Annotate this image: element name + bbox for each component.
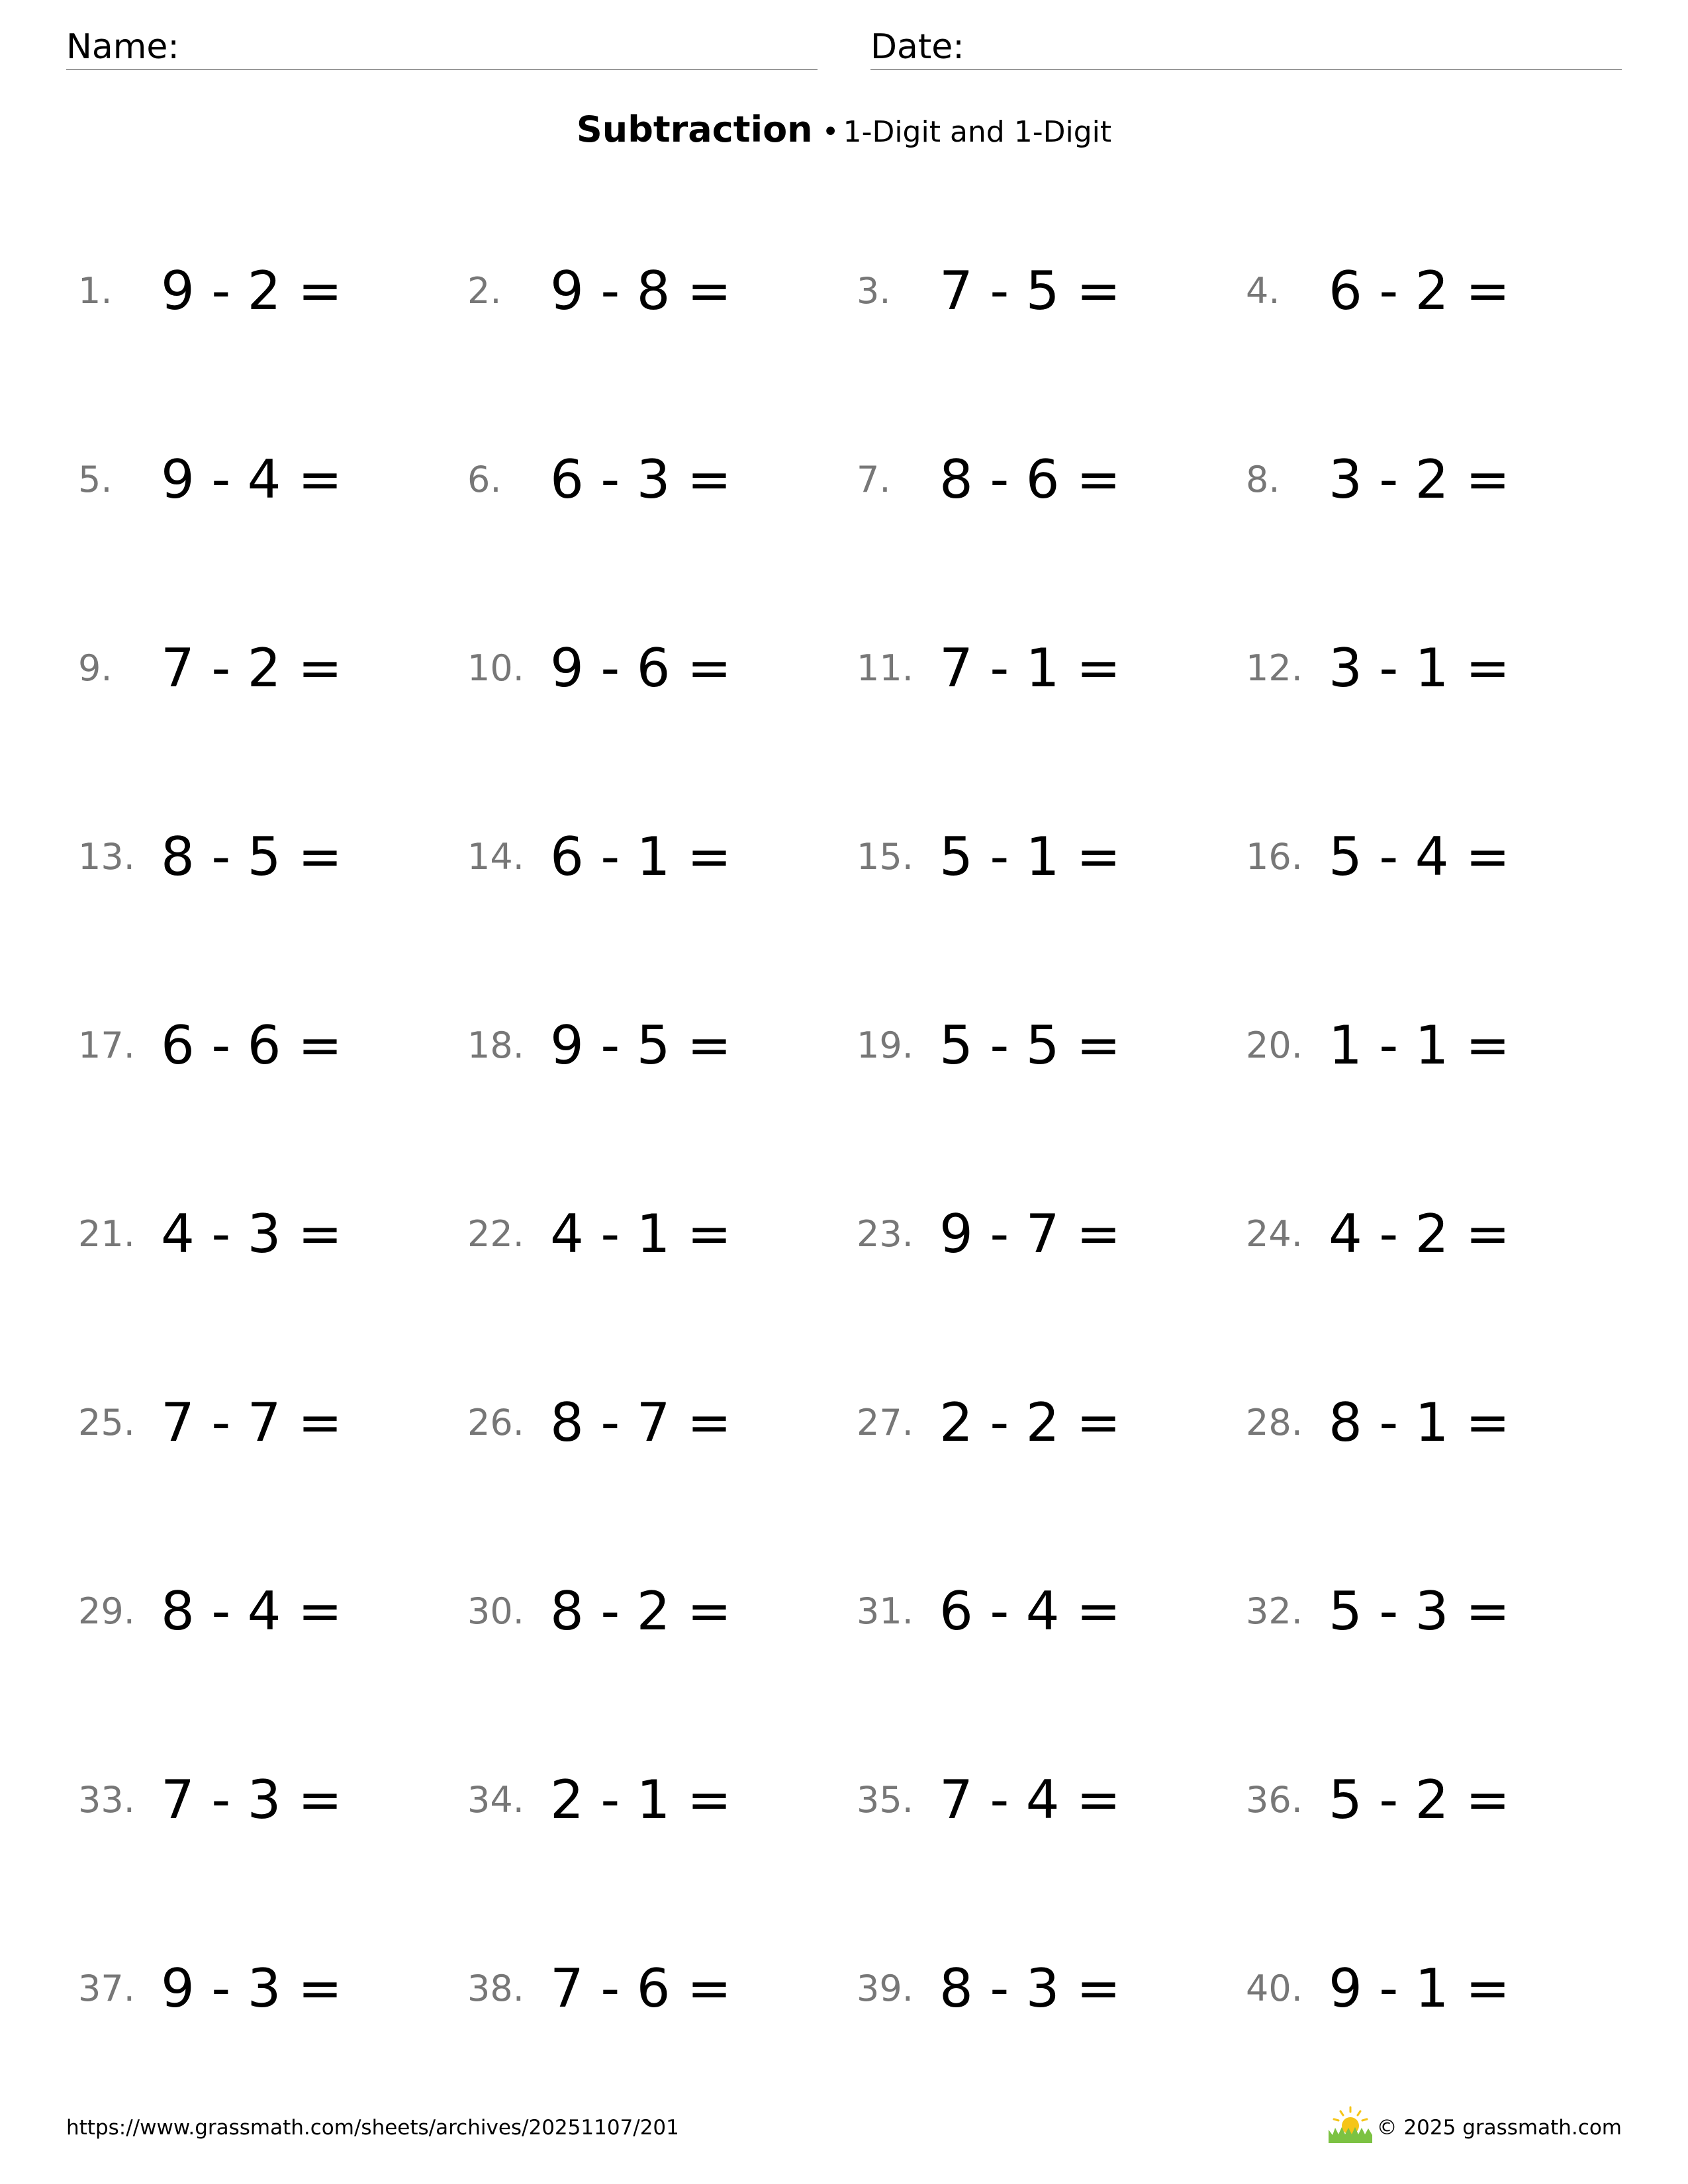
- problem-expression: 6 - 6 =: [161, 1015, 342, 1076]
- problem-number: 40.: [1246, 1968, 1303, 2009]
- problem-expression: 6 - 1 =: [550, 826, 731, 887]
- title-separator: •: [821, 115, 839, 149]
- problem-number: 37.: [78, 1968, 135, 2009]
- problem-expression: 2 - 1 =: [550, 1769, 731, 1831]
- problem-number: 10.: [467, 647, 524, 689]
- problem-item: [857, 629, 1246, 708]
- problem-expression: 8 - 5 =: [161, 826, 342, 887]
- name-label: Name:: [66, 27, 179, 67]
- problem-item: [467, 1572, 857, 1651]
- problem-number: 25.: [78, 1402, 135, 1443]
- problem-number: 20.: [1246, 1024, 1303, 1066]
- title-subtitle: 1-Digit and 1-Digit: [843, 115, 1112, 149]
- problem-number: 7.: [857, 459, 891, 500]
- problem-item: [467, 1949, 857, 2028]
- worksheet-title: [0, 106, 1688, 162]
- problem-expression: 7 - 1 =: [939, 637, 1121, 699]
- problem-item: [857, 1572, 1246, 1651]
- problem-item: [1246, 817, 1635, 897]
- problem-item: [1246, 1383, 1635, 1463]
- problem-number: 13.: [78, 836, 135, 878]
- problem-expression: 6 - 4 =: [939, 1580, 1121, 1642]
- problem-number: 22.: [467, 1213, 524, 1255]
- problem-item: [78, 440, 467, 520]
- problem-item: [1246, 629, 1635, 708]
- problem-expression: 9 - 1 =: [1329, 1958, 1510, 2019]
- problem-number: 36.: [1246, 1779, 1303, 1821]
- date-label: Date:: [870, 27, 964, 67]
- problem-item: [78, 1760, 467, 1840]
- problem-number: 28.: [1246, 1402, 1303, 1443]
- problem-number: 6.: [467, 459, 502, 500]
- problem-expression: 2 - 2 =: [939, 1392, 1121, 1453]
- problem-item: [467, 440, 857, 520]
- problem-number: 1.: [78, 270, 113, 312]
- problem-expression: 3 - 2 =: [1329, 449, 1510, 510]
- problem-expression: 7 - 5 =: [939, 260, 1121, 322]
- problem-expression: 7 - 6 =: [550, 1958, 731, 2019]
- problem-item: [1246, 1195, 1635, 1274]
- problem-expression: 5 - 2 =: [1329, 1769, 1510, 1831]
- problem-number: 4.: [1246, 270, 1280, 312]
- problem-number: 15.: [857, 836, 914, 878]
- problem-number: 24.: [1246, 1213, 1303, 1255]
- problem-grid: [78, 251, 1640, 2138]
- footer-copyright: © 2025 grassmath.com: [1376, 2116, 1622, 2140]
- problem-expression: 9 - 6 =: [550, 637, 731, 699]
- problem-item: [857, 1949, 1246, 2028]
- problem-expression: 5 - 3 =: [1329, 1580, 1510, 1642]
- problem-number: 17.: [78, 1024, 135, 1066]
- problem-item: [1246, 251, 1635, 331]
- problem-item: [467, 1760, 857, 1840]
- problem-number: 9.: [78, 647, 113, 689]
- problem-item: [467, 629, 857, 708]
- problem-item: [78, 817, 467, 897]
- problem-item: [1246, 1949, 1635, 2028]
- problem-number: 8.: [1246, 459, 1280, 500]
- problem-number: 31.: [857, 1590, 914, 1632]
- problem-expression: 5 - 1 =: [939, 826, 1121, 887]
- problem-number: 5.: [78, 459, 113, 500]
- problem-expression: 9 - 5 =: [550, 1015, 731, 1076]
- problem-number: 16.: [1246, 836, 1303, 878]
- problem-number: 11.: [857, 647, 914, 689]
- problem-expression: 4 - 3 =: [161, 1203, 342, 1265]
- problem-expression: 1 - 1 =: [1329, 1015, 1510, 1076]
- problem-expression: 7 - 2 =: [161, 637, 342, 699]
- problem-expression: 6 - 2 =: [1329, 260, 1510, 322]
- problem-number: 29.: [78, 1590, 135, 1632]
- title-main: Subtraction: [576, 109, 813, 150]
- problem-expression: 8 - 7 =: [550, 1392, 731, 1453]
- problem-item: [78, 1195, 467, 1274]
- problem-number: 14.: [467, 836, 524, 878]
- problem-item: [78, 1383, 467, 1463]
- problem-number: 33.: [78, 1779, 135, 1821]
- problem-number: 34.: [467, 1779, 524, 1821]
- problem-item: [857, 1195, 1246, 1274]
- problem-number: 12.: [1246, 647, 1303, 689]
- problem-item: [1246, 1760, 1635, 1840]
- problem-expression: 3 - 1 =: [1329, 637, 1510, 699]
- problem-expression: 8 - 4 =: [161, 1580, 342, 1642]
- problem-expression: 9 - 4 =: [161, 449, 342, 510]
- problem-item: [78, 1006, 467, 1085]
- problem-expression: 4 - 2 =: [1329, 1203, 1510, 1265]
- problem-item: [467, 1006, 857, 1085]
- problem-expression: 7 - 7 =: [161, 1392, 342, 1453]
- problem-expression: 9 - 8 =: [550, 260, 731, 322]
- problem-number: 23.: [857, 1213, 914, 1255]
- problem-number: 26.: [467, 1402, 524, 1443]
- problem-expression: 8 - 3 =: [939, 1958, 1121, 2019]
- problem-item: [857, 251, 1246, 331]
- problem-item: [467, 817, 857, 897]
- problem-item: [467, 251, 857, 331]
- problem-item: [857, 1760, 1246, 1840]
- date-field[interactable]: [870, 25, 1622, 70]
- problem-number: 3.: [857, 270, 891, 312]
- problem-number: 18.: [467, 1024, 524, 1066]
- problem-expression: 8 - 6 =: [939, 449, 1121, 510]
- problem-expression: 7 - 4 =: [939, 1769, 1121, 1831]
- problem-item: [1246, 1572, 1635, 1651]
- problem-item: [857, 1006, 1246, 1085]
- problem-expression: 9 - 3 =: [161, 1958, 342, 2019]
- grass-sun-logo-icon: [1327, 2106, 1374, 2143]
- problem-number: 27.: [857, 1402, 914, 1443]
- problem-expression: 7 - 3 =: [161, 1769, 342, 1831]
- problem-item: [857, 440, 1246, 520]
- problem-item: [467, 1195, 857, 1274]
- problem-number: 30.: [467, 1590, 524, 1632]
- problem-expression: 8 - 1 =: [1329, 1392, 1510, 1453]
- problem-expression: 6 - 3 =: [550, 449, 731, 510]
- problem-item: [857, 1383, 1246, 1463]
- problem-expression: 5 - 5 =: [939, 1015, 1121, 1076]
- problem-expression: 9 - 2 =: [161, 260, 342, 322]
- problem-item: [78, 1949, 467, 2028]
- problem-item: [1246, 1006, 1635, 1085]
- problem-item: [467, 1383, 857, 1463]
- problem-number: 35.: [857, 1779, 914, 1821]
- problem-expression: 8 - 2 =: [550, 1580, 731, 1642]
- problem-item: [78, 251, 467, 331]
- problem-number: 38.: [467, 1968, 524, 2009]
- name-field[interactable]: [66, 25, 818, 70]
- problem-number: 19.: [857, 1024, 914, 1066]
- problem-number: 39.: [857, 1968, 914, 2009]
- footer-url: https://www.grassmath.com/sheets/archives/20251107/201: [66, 2116, 679, 2140]
- problem-number: 32.: [1246, 1590, 1303, 1632]
- problem-expression: 4 - 1 =: [550, 1203, 731, 1265]
- problem-number: 2.: [467, 270, 502, 312]
- problem-item: [78, 1572, 467, 1651]
- problem-expression: 5 - 4 =: [1329, 826, 1510, 887]
- problem-item: [1246, 440, 1635, 520]
- problem-expression: 9 - 7 =: [939, 1203, 1121, 1265]
- problem-item: [78, 629, 467, 708]
- problem-number: 21.: [78, 1213, 135, 1255]
- problem-item: [857, 817, 1246, 897]
